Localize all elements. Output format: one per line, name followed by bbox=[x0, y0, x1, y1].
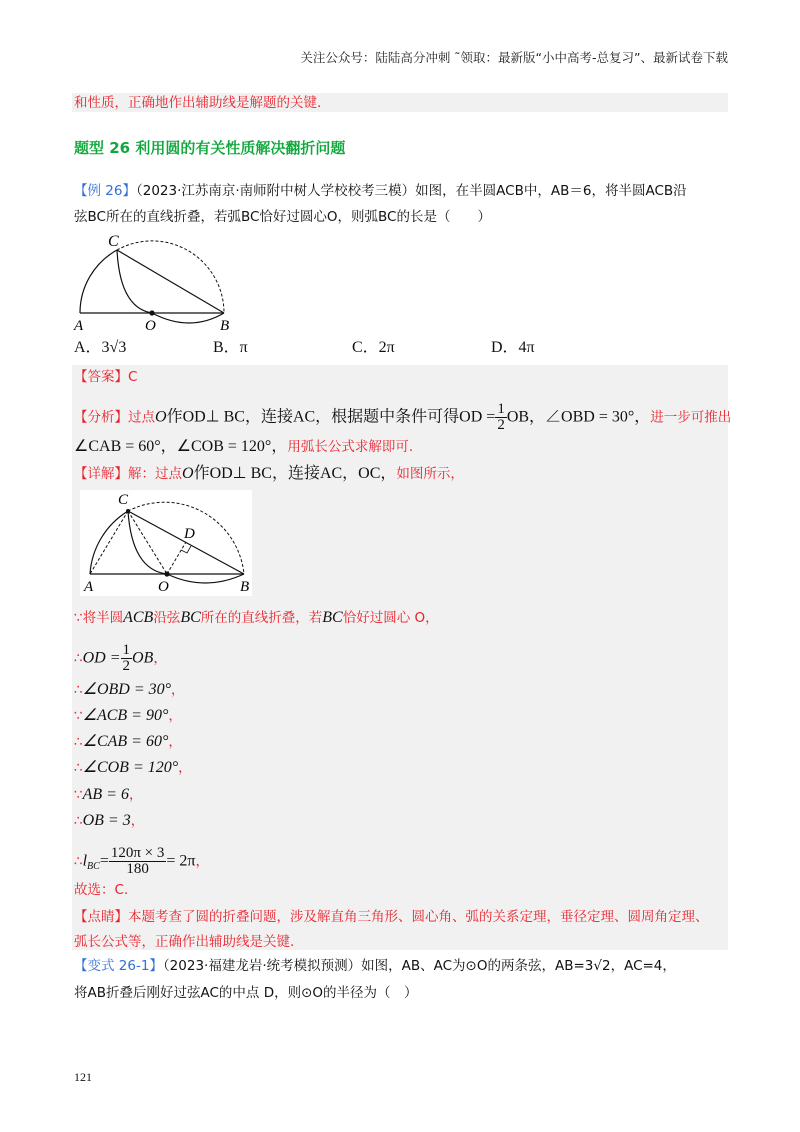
figure-2 bbox=[80, 490, 252, 596]
example-tag: 【例 26】 bbox=[74, 183, 136, 199]
label-b: B bbox=[220, 318, 230, 334]
option-a[interactable]: A．3√3 bbox=[74, 339, 127, 356]
step-cab: ∴∠CAB = 60°， bbox=[74, 733, 182, 750]
svg-text:B: B bbox=[240, 579, 250, 595]
comment-line-2: 弧长公式等，正确作出辅助线是关键. bbox=[74, 934, 295, 950]
detail-intro: 【详解】解：过点O作OD⊥ BC，连接AC，OC，如图所示， bbox=[74, 465, 464, 482]
svg-text:O: O bbox=[158, 579, 169, 595]
svg-text:A: A bbox=[84, 579, 94, 595]
comment-line-1: 【点睛】本题考查了圆的折叠问题，涉及解直角三角形、圆心角、弧的关系定理，垂径定理、圆周角定理、 bbox=[74, 909, 709, 925]
page-header: 关注公众号：陆陆高分冲刺 ˜领取：最新版“小中高考-总复习”、最新试卷下载 bbox=[300, 50, 728, 65]
analysis-line-2: ∠CAB = 60°，∠COB = 120°，用弧长公式求解即可. bbox=[74, 438, 414, 455]
variant-line-1: 【变式 26-1】（2023·福建龙岩·统考模拟预测）如图，AB、AC为⊙O的两条弦，AB=3√2，AC=4， bbox=[74, 958, 676, 974]
figure-1 bbox=[70, 228, 240, 338]
label-a: A bbox=[74, 318, 84, 334]
step-ob: ∴OB = 3， bbox=[74, 812, 145, 829]
variant-line-2: 将AB折叠后刚好过弦AC的中点 D，则⊙O的半径为（ ） bbox=[74, 985, 418, 1001]
step-ab: ∵AB = 6， bbox=[74, 786, 143, 803]
label-c: C bbox=[108, 233, 119, 250]
analysis-line-1: 【分析】过点O作OD⊥ BC，连接AC，根据题中条件可得OD = $\frac{1}{2}$ OB，∠OBD = 30°，进一步可推出 bbox=[74, 401, 732, 433]
previous-tail-text: 和性质，正确地作出辅助线是解题的关键. bbox=[74, 95, 322, 111]
option-b[interactable]: B．π bbox=[213, 339, 248, 356]
svg-text:C: C bbox=[118, 492, 129, 508]
step-od: ∴OD = $\frac{1}{2}$ OB， bbox=[74, 642, 167, 674]
step-acb: ∵∠ACB = 90°， bbox=[74, 707, 182, 724]
section-title: 题型 26 利用圆的有关性质解决翻折问题 bbox=[74, 139, 346, 157]
example-line-2: 弦BC所在的直线折叠，若弧BC恰好过圆心O，则弧BC的长是（ ） bbox=[74, 209, 491, 225]
step-arc-length: $\therefore l_{BC}=$ $\frac{120\pi \times 3}{180}$ = 2π， bbox=[74, 845, 210, 877]
svg-text:D: D bbox=[184, 526, 195, 542]
step-obd: ∴∠OBD = 30°， bbox=[74, 681, 185, 698]
option-c[interactable]: C．2π bbox=[352, 339, 395, 356]
step-cob: ∴∠COB = 120°， bbox=[74, 759, 192, 776]
step-fold: ∵将半圆ACB沿弦BC所在的直线折叠，若BC恰好过圆心 O， bbox=[74, 609, 439, 626]
example-line-1: 【例 26】（2023·江苏南京·南师附中树人学校校考三模）如图，在半圆ACB中，AB＝6，将半圆ACB沿 bbox=[74, 183, 687, 199]
label-o: O bbox=[145, 318, 156, 334]
choose-line: 故选：C. bbox=[74, 882, 129, 898]
page-number: 121 bbox=[74, 1070, 92, 1084]
option-d[interactable]: D．4π bbox=[491, 339, 535, 356]
answer-line: 【答案】C bbox=[74, 369, 138, 385]
